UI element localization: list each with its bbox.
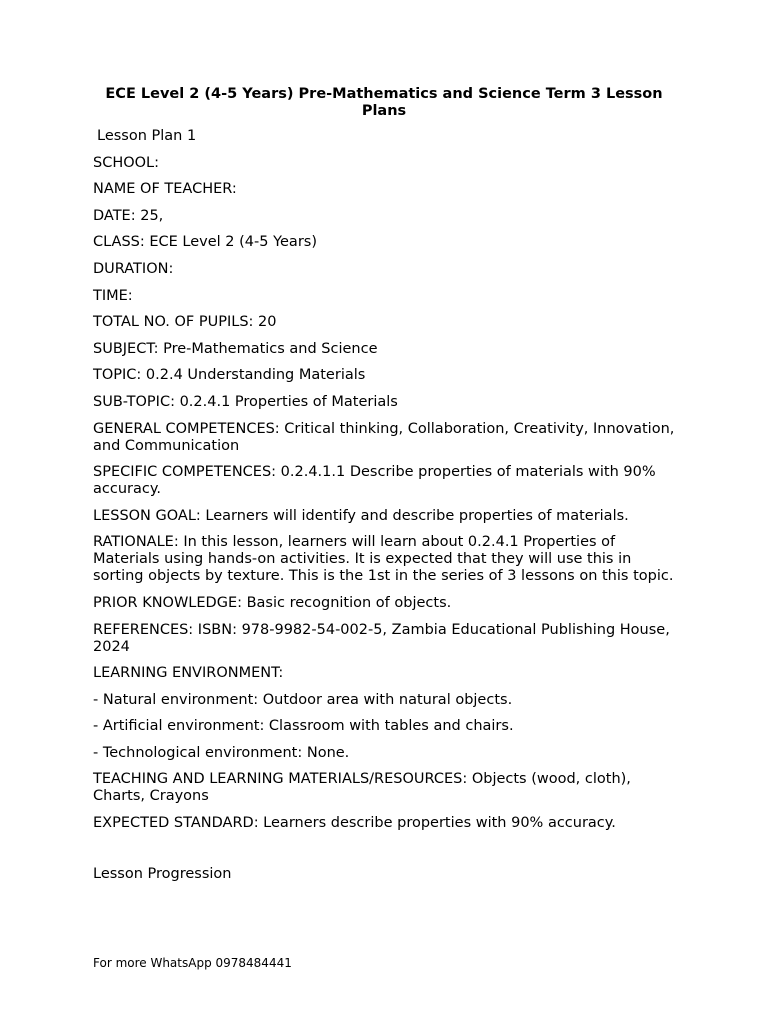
expected-standard-field: EXPECTED STANDARD: Learners describe properties with 90% accuracy. <box>93 815 616 832</box>
time-field: TIME: <box>93 287 133 304</box>
lesson-progression-heading: Lesson Progression <box>93 866 232 883</box>
rationale-field: RATIONALE: In this lesson, learners will learn about 0.2.4.1 Properties of Materials using hands-on activities. It is expected that they will use this in sorting objects by texture. This is the 1st in the series of 3 lessons on this topic. <box>93 534 674 585</box>
references-field: REFERENCES: ISBN: 978-9982-54-002-5, Zambia Educational Publishing House, 2024 <box>93 621 675 655</box>
total-pupils-field: TOTAL NO. OF PUPILS: 20 <box>93 314 277 331</box>
footer-contact: For more WhatsApp 0978484441 <box>93 956 292 970</box>
topic-field: TOPIC: 0.2.4 Understanding Materials <box>93 367 366 384</box>
artificial-environment-item: - Artificial environment: Classroom with tables and chairs. <box>93 718 514 735</box>
document-page <box>93 86 679 893</box>
class-field: CLASS: ECE Level 2 (4-5 Years) <box>93 234 317 251</box>
general-competences-field: GENERAL COMPETENCES: Critical thinking, Collaboration, Creativity, Innovation, and Communication <box>93 420 679 454</box>
teacher-name-field: NAME OF TEACHER: <box>93 181 237 198</box>
document-title: ECE Level 2 (4-5 Years) Pre-Mathematics and Science Term 3 Lesson Plans <box>105 86 663 119</box>
school-field: SCHOOL: <box>93 154 160 171</box>
learning-environment-heading: LEARNING ENVIRONMENT: <box>93 665 284 682</box>
sub-topic-field: SUB-TOPIC: 0.2.4.1 Properties of Materials <box>93 393 398 410</box>
duration-field: DURATION: <box>93 260 174 277</box>
prior-knowledge-field: PRIOR KNOWLEDGE: Basic recognition of objects. <box>93 594 452 611</box>
natural-environment-item: - Natural environment: Outdoor area with natural objects. <box>93 691 513 708</box>
lesson-plan-heading: Lesson Plan 1 <box>97 128 197 144</box>
subject-field: SUBJECT: Pre-Mathematics and Science <box>93 340 378 357</box>
materials-field: TEACHING AND LEARNING MATERIALS/RESOURCES: Objects (wood, cloth), Charts, Crayons <box>93 771 636 805</box>
lesson-goal-field: LESSON GOAL: Learners will identify and describe properties of materials. <box>93 507 629 524</box>
technological-environment-item: - Technological environment: None. <box>93 744 350 761</box>
specific-competences-field: SPECIFIC COMPETENCES: 0.2.4.1.1 Describe properties of materials with 90% accuracy. <box>93 464 661 498</box>
date-field: DATE: 25, <box>93 207 164 224</box>
